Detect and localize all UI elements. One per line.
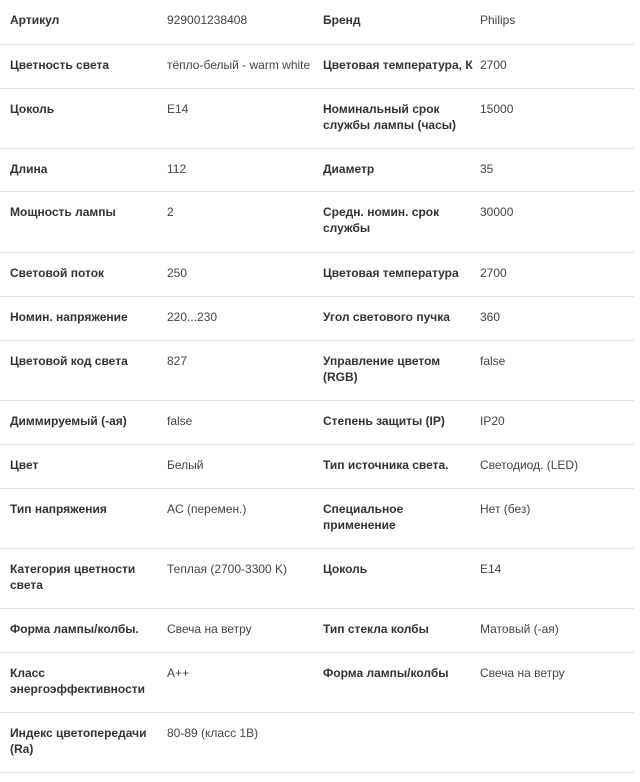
spec-label: Категория цветности света xyxy=(10,562,136,592)
spec-label: Класс энергоэффективности xyxy=(10,666,146,696)
spec-value: 250 xyxy=(167,266,188,280)
spec-label: Цветность света xyxy=(10,58,110,72)
spec-label: Длина xyxy=(10,162,48,176)
spec-label: Мощность лампы xyxy=(10,205,116,219)
spec-row xyxy=(0,192,634,253)
spec-label: Диаметр xyxy=(323,162,375,176)
spec-label: Цветовая температура xyxy=(323,266,459,280)
spec-label: Специальное применение xyxy=(323,502,404,532)
spec-row xyxy=(0,149,634,192)
spec-label: Средн. номин. срок службы xyxy=(323,205,440,235)
spec-row xyxy=(0,297,634,341)
spec-row xyxy=(0,609,634,653)
spec-label: Номин. напряжение xyxy=(10,310,128,324)
spec-value: 2700 xyxy=(480,266,507,280)
spec-value: E14 xyxy=(480,562,502,576)
spec-value: 2700 xyxy=(480,58,507,72)
spec-value: 827 xyxy=(167,354,188,368)
spec-value: Светодиод. (LED) xyxy=(480,458,579,472)
spec-label: Угол светового пучка xyxy=(323,310,450,324)
spec-label: Цоколь xyxy=(323,562,368,576)
spec-value: 15000 xyxy=(480,102,514,116)
spec-label: Цветовая температура, К xyxy=(323,58,473,72)
spec-label: Артикул xyxy=(10,13,60,27)
spec-label: Тип источника света. xyxy=(323,458,449,472)
spec-row xyxy=(0,713,634,773)
spec-value: 929001238408 xyxy=(167,13,248,27)
spec-label: Тип напряжения xyxy=(10,502,107,516)
spec-value: 30000 xyxy=(480,205,514,219)
spec-label: Индекс цветопередачи (Ra) xyxy=(10,726,147,756)
spec-row xyxy=(0,653,634,713)
spec-row xyxy=(0,489,634,549)
spec-row xyxy=(0,45,634,89)
spec-row xyxy=(0,0,634,45)
spec-value: Свеча на ветру xyxy=(480,666,565,680)
spec-value: 220...230 xyxy=(167,310,218,324)
spec-value: IP20 xyxy=(480,414,505,428)
spec-value: 35 xyxy=(480,162,494,176)
spec-value: Свеча на ветру xyxy=(167,622,252,636)
spec-value: false xyxy=(480,354,506,368)
spec-row xyxy=(0,341,634,401)
spec-label: Степень защиты (IP) xyxy=(323,414,445,428)
spec-value: A++ xyxy=(167,666,190,680)
spec-label: Цоколь xyxy=(10,102,55,116)
spec-value: 80-89 (класс 1B) xyxy=(167,726,259,740)
spec-label: Форма лампы/колбы. xyxy=(10,622,139,636)
spec-row xyxy=(0,445,634,489)
spec-label: Цвет xyxy=(10,458,39,472)
spec-value: Philips xyxy=(480,13,516,27)
spec-row xyxy=(0,549,634,609)
spec-value: 112 xyxy=(167,162,187,176)
spec-value: Нет (без) xyxy=(480,502,531,516)
spec-label: Форма лампы/колбы xyxy=(323,666,449,680)
spec-label: Бренд xyxy=(323,13,361,27)
spec-value: false xyxy=(167,414,193,428)
spec-value: 2 xyxy=(167,205,174,219)
spec-value: Матовый (-ая) xyxy=(480,622,559,636)
spec-value: 360 xyxy=(480,310,501,324)
spec-value: E14 xyxy=(167,102,189,116)
spec-label: Световой поток xyxy=(10,266,105,280)
spec-value: тёпло-белый - warm white xyxy=(167,58,311,72)
spec-label: Диммируемый (-ая) xyxy=(10,414,127,428)
spec-row xyxy=(0,253,634,297)
spec-label: Тип стекла колбы xyxy=(323,622,429,636)
spec-row xyxy=(0,89,634,149)
spec-row xyxy=(0,401,634,445)
spec-label: Номинальный срок службы лампы (часы) xyxy=(323,102,457,132)
spec-label: Управление цветом (RGB) xyxy=(323,354,441,384)
spec-value: Теплая (2700-3300 K) xyxy=(167,562,288,576)
spec-value: AC (перемен.) xyxy=(167,502,247,516)
spec-label: Цветовой код света xyxy=(10,354,128,368)
spec-value: Белый xyxy=(167,458,204,472)
